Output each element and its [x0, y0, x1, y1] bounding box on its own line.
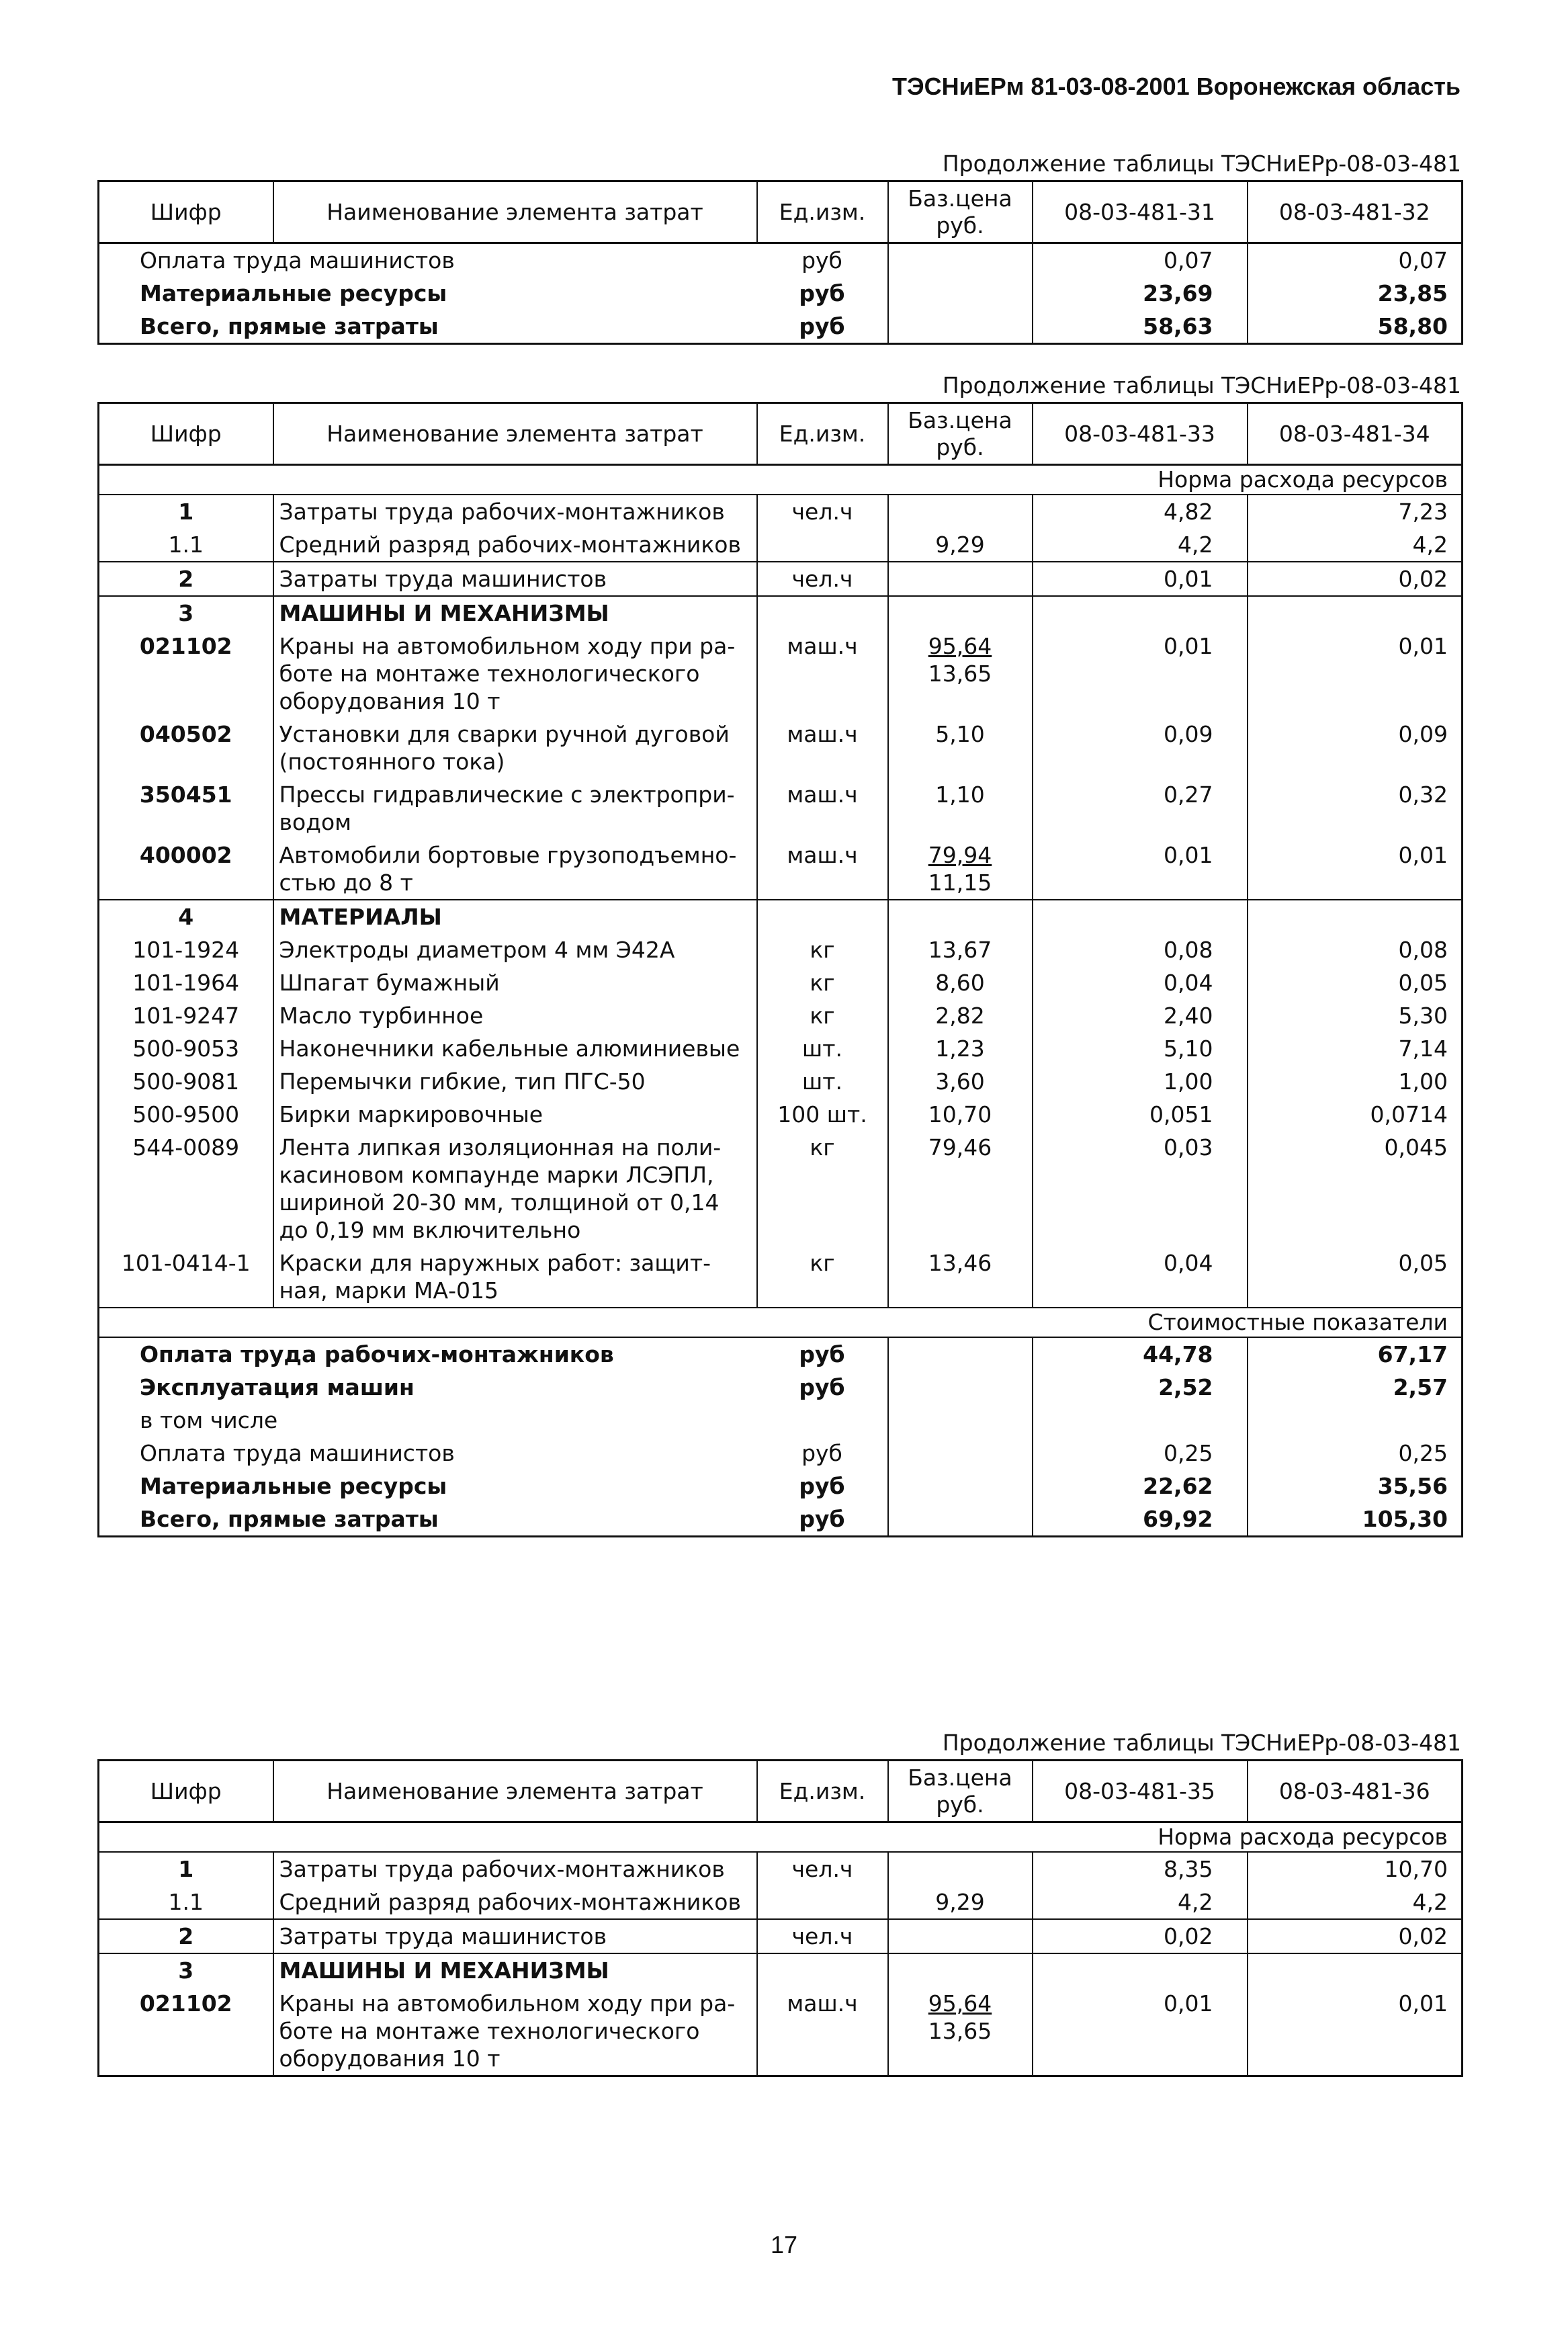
table-row	[99, 966, 1463, 999]
norm-a-cell: 4,2	[1033, 1886, 1248, 1919]
norm-a-cell: 69,92	[1033, 1503, 1248, 1537]
norm-a-cell: 0,02	[1033, 1919, 1248, 1953]
name-cell: Электроды диаметром 4 мм Э42А	[273, 933, 757, 966]
price-cell: 5,10	[888, 718, 1033, 778]
table-row	[99, 1953, 1463, 1987]
norm-b-cell: 0,09	[1398, 721, 1448, 747]
unit-cell	[757, 1404, 888, 1437]
header-row	[99, 403, 1463, 465]
unit-cell	[757, 1953, 888, 1987]
norm-a-cell: 5,10	[1033, 1032, 1248, 1065]
page-number: 17	[770, 2231, 798, 2258]
price-cell: 13,46	[888, 1246, 1033, 1308]
unit-cell: чел.ч	[757, 1852, 888, 1886]
unit-cell: кг	[757, 966, 888, 999]
unit-cell: маш.ч	[757, 1987, 888, 2076]
table-row	[99, 1886, 1463, 1919]
norm-b-cell: 0,045	[1384, 1134, 1448, 1160]
name-cell: Краны на автомобильном ходу при ра- боте на монтаже технологического оборудования 10 т	[273, 630, 757, 718]
table-row	[99, 900, 1463, 933]
norm-b-cell: 0,01	[1398, 1990, 1448, 2017]
summary-row	[99, 1437, 1463, 1470]
price-sub: 13,65	[928, 661, 992, 687]
norm-a-cell	[1033, 900, 1248, 933]
code-cell: 544-0089	[99, 1131, 273, 1246]
norm-b-cell: 7,14	[1398, 1035, 1448, 1062]
unit-cell: руб	[757, 310, 888, 344]
norm-table	[97, 180, 1463, 345]
document-header: ТЭСНиЕРм 81-03-08-2001 Воронежская область	[892, 73, 1461, 100]
price-cell	[888, 1953, 1033, 1987]
price-cell: 8,60	[888, 966, 1033, 999]
section-note-row	[99, 465, 1463, 495]
norm-b-cell: 1,00	[1398, 1068, 1448, 1095]
name-cell: Краски для наружных работ: защит- ная, марки МА-015	[273, 1246, 757, 1308]
unit-cell: руб	[757, 1470, 888, 1503]
price-main: 95,64	[928, 1990, 992, 2017]
price-cell	[888, 630, 1033, 718]
code-cell: 400002	[99, 839, 273, 900]
norm-b-cell: 0,07	[1398, 247, 1448, 273]
section-note: Норма расхода ресурсов	[99, 1822, 1463, 1853]
table-row	[99, 528, 1463, 562]
norm-a-cell: 0,01	[1033, 562, 1248, 596]
norm-a-cell: 0,09	[1033, 718, 1248, 778]
summary-label: Материальные ресурсы	[140, 1473, 447, 1499]
name-cell: Установки для сварки ручной дуговой (постоянного тока)	[273, 718, 757, 778]
unit-cell: чел.ч	[757, 495, 888, 528]
norm-b-cell: 0,05	[1398, 970, 1448, 996]
price-cell: 1,23	[888, 1032, 1033, 1065]
norm-a-cell: 22,62	[1033, 1470, 1248, 1503]
unit-cell	[757, 1886, 888, 1919]
continuation-caption: Продолжение таблицы ТЭСНиЕРр-08-03-481	[942, 151, 1461, 177]
code-cell: 500-9081	[99, 1065, 273, 1098]
name-cell: МАШИНЫ И МЕХАНИЗМЫ	[273, 1953, 757, 1987]
col-header-price: Баз.цена руб.	[888, 403, 1033, 465]
norm-a-cell: 2,40	[1033, 999, 1248, 1032]
table-row	[99, 630, 1463, 718]
price-cell	[888, 310, 1033, 344]
norm-a-cell: 2,52	[1033, 1371, 1248, 1404]
norm-b-cell: 0,08	[1398, 937, 1448, 963]
col-header-name: Наименование элемента затрат	[273, 403, 757, 465]
name-cell: Масло турбинное	[273, 999, 757, 1032]
col-header-norm-a: 08-03-481-33	[1033, 403, 1248, 465]
price-cell	[888, 1470, 1033, 1503]
summary-label: Оплата труда рабочих-монтажников	[140, 1341, 614, 1367]
unit-cell: кг	[757, 1246, 888, 1308]
section-note: Норма расхода ресурсов	[99, 465, 1463, 495]
norm-a-cell: 0,01	[1033, 1987, 1248, 2076]
summary-label: Оплата труда машинистов	[140, 247, 455, 273]
summary-label: Оплата труда машинистов	[140, 1440, 455, 1466]
table-row	[99, 495, 1463, 528]
norm-a-cell: 0,01	[1033, 630, 1248, 718]
name-cell: Бирки маркировочные	[273, 1098, 757, 1131]
norm-b-cell	[1248, 900, 1463, 933]
price-sub: 11,15	[928, 870, 992, 896]
continuation-caption: Продолжение таблицы ТЭСНиЕРр-08-03-481	[942, 372, 1461, 398]
col-header-code: Шифр	[99, 403, 273, 465]
code-cell: 2	[99, 1919, 273, 1953]
price-cell	[888, 495, 1033, 528]
name-cell: Наконечники кабельные алюминиевые	[273, 1032, 757, 1065]
name-cell: Затраты труда рабочих-монтажников	[273, 495, 757, 528]
table-row	[99, 999, 1463, 1032]
norm-b-cell: 35,56	[1377, 1473, 1448, 1499]
norm-b-cell: 0,05	[1398, 1250, 1448, 1276]
code-cell: 3	[99, 1953, 273, 1987]
unit-cell: руб	[757, 243, 888, 278]
table-row	[99, 1852, 1463, 1886]
price-cell	[888, 562, 1033, 596]
norm-b-cell: 0,0714	[1370, 1101, 1448, 1128]
norm-b-cell: 4,2	[1412, 532, 1448, 558]
header-row	[99, 181, 1463, 243]
code-cell: 1.1	[99, 1886, 273, 1919]
code-cell: 500-9053	[99, 1032, 273, 1065]
price-sub: 13,65	[928, 2018, 992, 2044]
name-cell: Затраты труда машинистов	[273, 562, 757, 596]
code-cell: 500-9500	[99, 1098, 273, 1131]
unit-cell: маш.ч	[757, 778, 888, 839]
norm-b-cell: 5,30	[1398, 1003, 1448, 1029]
price-cell	[888, 277, 1033, 310]
table-row	[99, 933, 1463, 966]
norm-a-cell: 1,00	[1033, 1065, 1248, 1098]
norm-table	[97, 1759, 1463, 2077]
price-cell: 9,29	[888, 1886, 1033, 1919]
col-header-code: Шифр	[99, 181, 273, 243]
price-cell	[888, 243, 1033, 278]
col-header-price: Баз.цена руб.	[888, 1761, 1033, 1822]
price-cell: 3,60	[888, 1065, 1033, 1098]
norm-b-cell: 2,57	[1393, 1374, 1448, 1400]
norm-b-cell: 0,01	[1398, 842, 1448, 868]
table-row	[99, 718, 1463, 778]
price-cell	[888, 1987, 1033, 2076]
price-cell: 13,67	[888, 933, 1033, 966]
summary-row	[99, 1404, 1463, 1437]
norm-b-cell	[1248, 1953, 1463, 1987]
code-cell: 021102	[99, 630, 273, 718]
name-cell: Затраты труда машинистов	[273, 1919, 757, 1953]
name-cell: Затраты труда рабочих-монтажников	[273, 1852, 757, 1886]
summary-label: Всего, прямые затраты	[140, 1506, 439, 1532]
code-cell: 350451	[99, 778, 273, 839]
col-header-name: Наименование элемента затрат	[273, 1761, 757, 1822]
code-cell: 4	[99, 900, 273, 933]
norm-table	[97, 402, 1463, 1537]
name-cell: Перемычки гибкие, тип ПГС-50	[273, 1065, 757, 1098]
unit-cell: чел.ч	[757, 1919, 888, 1953]
code-cell: 101-9247	[99, 999, 273, 1032]
name-cell: Лента липкая изоляционная на поли- касиновом компаунде марки ЛСЭПЛ, шириной 20-30 мм, толщиной от 0,14 до 0,19 мм включительно	[273, 1131, 757, 1246]
price-cell	[888, 1404, 1033, 1437]
norm-a-cell: 0,07	[1033, 243, 1248, 278]
norm-a-cell	[1033, 596, 1248, 630]
code-cell: 040502	[99, 718, 273, 778]
col-header-unit: Ед.изм.	[757, 1761, 888, 1822]
name-cell: МАШИНЫ И МЕХАНИЗМЫ	[273, 596, 757, 630]
section-note-row	[99, 1822, 1463, 1853]
norm-a-cell: 58,63	[1033, 310, 1248, 344]
table-row	[99, 839, 1463, 900]
norm-b-cell: 0,02	[1248, 562, 1463, 596]
name-cell: МАТЕРИАЛЫ	[273, 900, 757, 933]
code-cell: 1	[99, 1852, 273, 1886]
col-header-unit: Ед.изм.	[757, 181, 888, 243]
norm-a-cell: 8,35	[1033, 1852, 1248, 1886]
price-main: 79,94	[928, 842, 992, 868]
norm-b-cell	[1248, 1404, 1463, 1437]
table-row	[99, 1919, 1463, 1953]
norm-b-cell: 0,32	[1398, 781, 1448, 808]
norm-a-cell: 4,82	[1033, 495, 1248, 528]
summary-label: Материальные ресурсы	[140, 280, 447, 306]
price-cell	[888, 1337, 1033, 1371]
norm-a-cell: 0,08	[1033, 933, 1248, 966]
unit-cell	[757, 528, 888, 562]
norm-b-cell: 105,30	[1362, 1506, 1448, 1532]
table-row	[99, 778, 1463, 839]
code-cell: 3	[99, 596, 273, 630]
summary-row	[99, 1503, 1463, 1537]
price-cell	[888, 839, 1033, 900]
summary-label: Эксплуатация машин	[140, 1374, 415, 1400]
norm-a-cell	[1033, 1404, 1248, 1437]
code-cell: 2	[99, 562, 273, 596]
table-row	[99, 1987, 1463, 2076]
col-header-unit: Ед.изм.	[757, 403, 888, 465]
col-header-norm-b: 08-03-481-36	[1248, 1761, 1463, 1822]
col-header-norm-b: 08-03-481-32	[1248, 181, 1463, 243]
code-cell: 101-1924	[99, 933, 273, 966]
unit-cell: руб	[757, 1503, 888, 1537]
unit-cell	[757, 900, 888, 933]
col-header-norm-a: 08-03-481-35	[1033, 1761, 1248, 1822]
unit-cell	[757, 596, 888, 630]
code-cell: 1	[99, 495, 273, 528]
unit-cell: шт.	[757, 1032, 888, 1065]
norm-b-cell: 23,85	[1377, 280, 1448, 306]
price-cell	[888, 900, 1033, 933]
col-header-name: Наименование элемента затрат	[273, 181, 757, 243]
norm-a-cell: 23,69	[1033, 277, 1248, 310]
price-cell	[888, 1852, 1033, 1886]
code-cell: 1.1	[99, 528, 273, 562]
norm-a-cell: 0,04	[1033, 966, 1248, 999]
norm-b-cell: 67,17	[1377, 1341, 1448, 1367]
name-cell: Средний разряд рабочих-монтажников	[273, 528, 757, 562]
table-row	[99, 596, 1463, 630]
norm-b-cell: 58,80	[1377, 313, 1448, 339]
table-row	[99, 1065, 1463, 1098]
norm-b-cell: 4,2	[1412, 1889, 1448, 1915]
unit-cell: руб	[757, 277, 888, 310]
name-cell: Шпагат бумажный	[273, 966, 757, 999]
norm-a-cell: 0,03	[1033, 1131, 1248, 1246]
col-header-norm-b: 08-03-481-34	[1248, 403, 1463, 465]
norm-a-cell: 0,051	[1033, 1098, 1248, 1131]
table-row	[99, 1131, 1463, 1246]
code-cell: 101-1964	[99, 966, 273, 999]
unit-cell: шт.	[757, 1065, 888, 1098]
price-cell	[888, 1503, 1033, 1537]
summary-label: в том числе	[140, 1407, 278, 1433]
norm-b-cell: 0,25	[1398, 1440, 1448, 1466]
section-note-row	[99, 1308, 1463, 1337]
continuation-caption: Продолжение таблицы ТЭСНиЕРр-08-03-481	[942, 1730, 1461, 1756]
price-cell	[888, 1371, 1033, 1404]
norm-a-cell: 44,78	[1033, 1337, 1248, 1371]
col-header-price: Баз.цена руб.	[888, 181, 1033, 243]
unit-cell: 100 шт.	[757, 1098, 888, 1131]
unit-cell: кг	[757, 933, 888, 966]
norm-b-cell: 0,01	[1398, 633, 1448, 659]
norm-a-cell: 0,25	[1033, 1437, 1248, 1470]
summary-row	[99, 277, 1463, 310]
summary-row	[99, 243, 1463, 278]
price-cell	[888, 1919, 1033, 1953]
norm-a-cell: 0,27	[1033, 778, 1248, 839]
price-cell: 2,82	[888, 999, 1033, 1032]
norm-a-cell	[1033, 1953, 1248, 1987]
name-cell: Прессы гидравлические с электропри- водом	[273, 778, 757, 839]
price-cell: 10,70	[888, 1098, 1033, 1131]
price-cell	[888, 596, 1033, 630]
norm-b-cell	[1248, 596, 1463, 630]
table-row	[99, 1246, 1463, 1308]
unit-cell: кг	[757, 1131, 888, 1246]
table-section	[97, 370, 1461, 1537]
price-cell: 1,10	[888, 778, 1033, 839]
norm-b-cell: 10,70	[1384, 1856, 1448, 1882]
unit-cell: руб	[757, 1437, 888, 1470]
unit-cell: кг	[757, 999, 888, 1032]
norm-a-cell: 0,04	[1033, 1246, 1248, 1308]
table-row	[99, 562, 1463, 596]
unit-cell: маш.ч	[757, 839, 888, 900]
col-header-norm-a: 08-03-481-31	[1033, 181, 1248, 243]
unit-cell: маш.ч	[757, 718, 888, 778]
table-section	[97, 1727, 1461, 2077]
code-cell: 101-0414-1	[99, 1246, 273, 1308]
summary-row	[99, 1337, 1463, 1371]
section-note: Стоимостные показатели	[99, 1308, 1463, 1337]
norm-b-cell: 0,02	[1248, 1919, 1463, 1953]
summary-row	[99, 1470, 1463, 1503]
unit-cell: руб	[757, 1337, 888, 1371]
summary-label: Всего, прямые затраты	[140, 313, 439, 339]
summary-row	[99, 310, 1463, 344]
col-header-code: Шифр	[99, 1761, 273, 1822]
unit-cell: руб	[757, 1371, 888, 1404]
price-cell	[888, 1437, 1033, 1470]
code-cell: 021102	[99, 1987, 273, 2076]
norm-a-cell: 0,01	[1033, 839, 1248, 900]
unit-cell: маш.ч	[757, 630, 888, 718]
price-cell: 9,29	[888, 528, 1033, 562]
header-row	[99, 1761, 1463, 1822]
name-cell: Средний разряд рабочих-монтажников	[273, 1886, 757, 1919]
table-section	[97, 148, 1461, 345]
table-row	[99, 1098, 1463, 1131]
price-main: 95,64	[928, 633, 992, 659]
norm-a-cell: 4,2	[1033, 528, 1248, 562]
price-cell: 79,46	[888, 1131, 1033, 1246]
unit-cell: чел.ч	[757, 562, 888, 596]
name-cell: Краны на автомобильном ходу при ра- боте на монтаже технологического оборудования 10 т	[273, 1987, 757, 2076]
table-row	[99, 1032, 1463, 1065]
norm-b-cell: 7,23	[1398, 499, 1448, 525]
summary-row	[99, 1371, 1463, 1404]
name-cell: Автомобили бортовые грузоподъемно- стью до 8 т	[273, 839, 757, 900]
